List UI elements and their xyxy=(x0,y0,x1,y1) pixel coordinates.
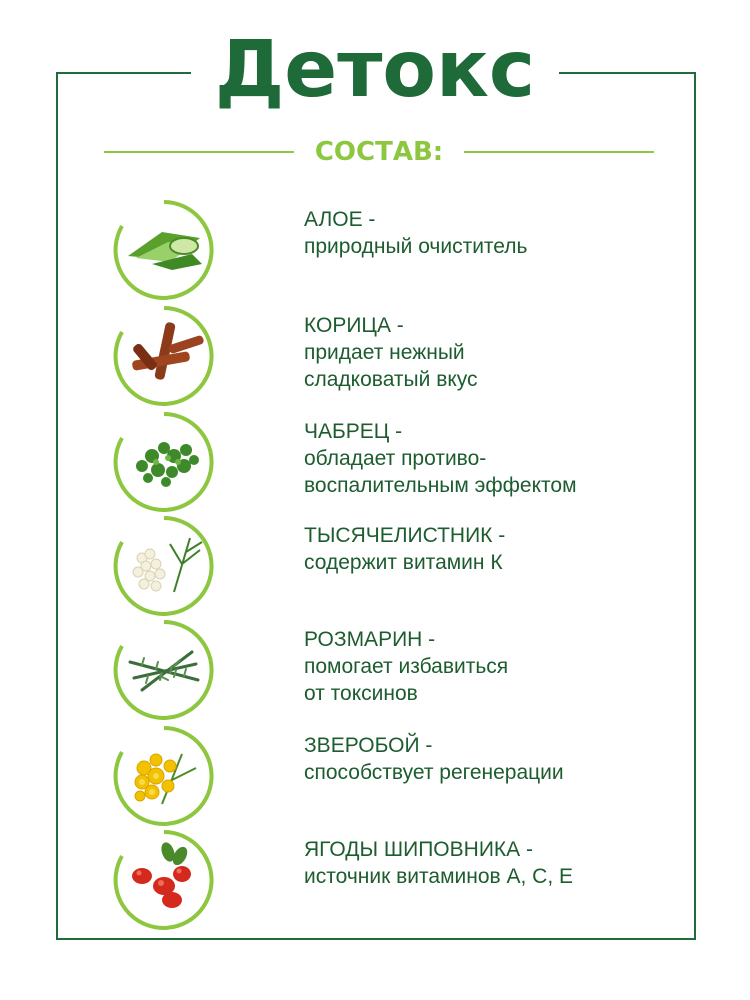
ingredient-desc: природный очиститель xyxy=(304,235,528,258)
rosehip-icon xyxy=(112,828,216,932)
ingredient-name: ЯГОДЫ ШИПОВНИКА - xyxy=(304,838,533,861)
yarrow-icon xyxy=(112,514,216,618)
ingredient-desc: способствует регенерации xyxy=(304,761,564,784)
ingredient-item xyxy=(112,514,672,614)
subtitle-row xyxy=(104,136,654,168)
st-johns-wort-icon xyxy=(112,724,216,828)
ingredient-desc: источник витаминов А, С, Е xyxy=(304,865,574,888)
ingredient-desc: обладает противо- воспалительным эффектом xyxy=(304,447,577,497)
ingredient-name: ЧАБРЕЦ - xyxy=(304,420,403,443)
ingredient-item xyxy=(112,724,672,824)
ingredient-item xyxy=(112,828,672,928)
poster-title xyxy=(0,24,750,116)
ingredient-name: АЛОЕ - xyxy=(304,208,376,231)
ingredient-desc: придает нежный сладковатый вкус xyxy=(304,341,478,391)
ingredient-desc: содержит витамин К xyxy=(304,551,503,574)
title-text: Детокс xyxy=(191,25,559,115)
ingredient-item xyxy=(112,304,672,404)
ingredient-name: ЗВЕРОБОЙ - xyxy=(304,734,433,757)
ingredient-item xyxy=(112,618,672,718)
ingredient-item xyxy=(112,198,672,298)
thyme-icon xyxy=(112,410,216,514)
cinnamon-icon xyxy=(112,304,216,408)
ingredient-name: РОЗМАРИН - xyxy=(304,628,436,651)
aloe-icon xyxy=(112,198,216,302)
ingredient-name: КОРИЦА - xyxy=(304,314,404,337)
subtitle: СОСТАВ: xyxy=(314,137,444,167)
rosemary-icon xyxy=(112,618,216,722)
ingredient-item xyxy=(112,410,672,510)
ingredient-desc: помогает избавиться от токсинов xyxy=(304,655,509,705)
ingredient-name: ТЫСЯЧЕЛИСТНИК - xyxy=(304,524,506,547)
